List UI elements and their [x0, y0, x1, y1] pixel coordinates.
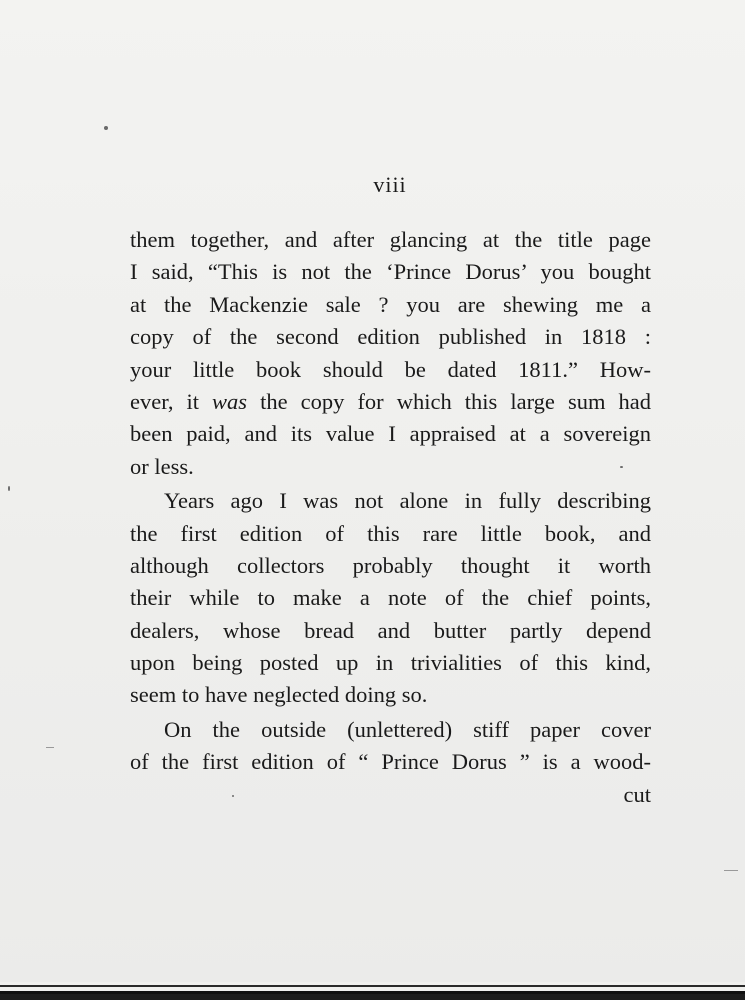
text-line: your little book should be dated 1811.” How- — [130, 356, 651, 382]
text-line: copy of the second edition published in 1818 : — [130, 324, 651, 350]
text-line: at the Mackenzie sale ? you are shewing me a — [130, 291, 651, 317]
scan-speck — [620, 466, 623, 468]
text-line: On the outside (unlettered) stiff paper cover — [164, 716, 651, 742]
text-line: of the first edition of “ Prince Dorus ” is a wood- — [130, 749, 651, 775]
text-line: I said, “This is not the ‘Prince Dorus’ you bought — [130, 259, 651, 285]
body-text — [130, 224, 651, 811]
catchword: cut — [623, 781, 651, 807]
text-line: their while to make a note of the chief points, — [130, 585, 651, 611]
page-number: viii — [373, 172, 407, 197]
text-line: Years ago I was not alone in fully describing — [164, 488, 651, 514]
text-segment: ever, it — [130, 388, 213, 414]
text-line-with-italic — [130, 386, 651, 418]
scan-edge-mark — [724, 870, 738, 871]
scan-edge-mark — [46, 747, 54, 748]
paragraph-1 — [130, 224, 651, 483]
paragraph-3 — [130, 714, 651, 779]
scan-speck — [104, 126, 108, 130]
text-line: the first edition of this rare little book, and — [130, 520, 651, 546]
scan-speck — [8, 486, 10, 491]
text-line: them together, and after glancing at the title page — [130, 227, 651, 252]
text-line: upon being posted up in trivialities of this kind, — [130, 650, 651, 676]
text-line: seem to have neglected doing so. — [130, 682, 428, 708]
text-line: dealers, whose bread and butter partly depend — [130, 617, 651, 643]
paragraph-2 — [130, 485, 651, 712]
page-bottom-border — [0, 982, 745, 1000]
text-line: been paid, and its value I appraised at a sovereign — [130, 421, 651, 447]
italic-word: was — [212, 388, 248, 414]
text-line: although collectors probably thought it worth — [130, 552, 651, 578]
text-segment: the copy for which this large sum had — [247, 388, 651, 414]
scan-speck — [232, 795, 234, 797]
text-line: or less. — [130, 453, 194, 479]
